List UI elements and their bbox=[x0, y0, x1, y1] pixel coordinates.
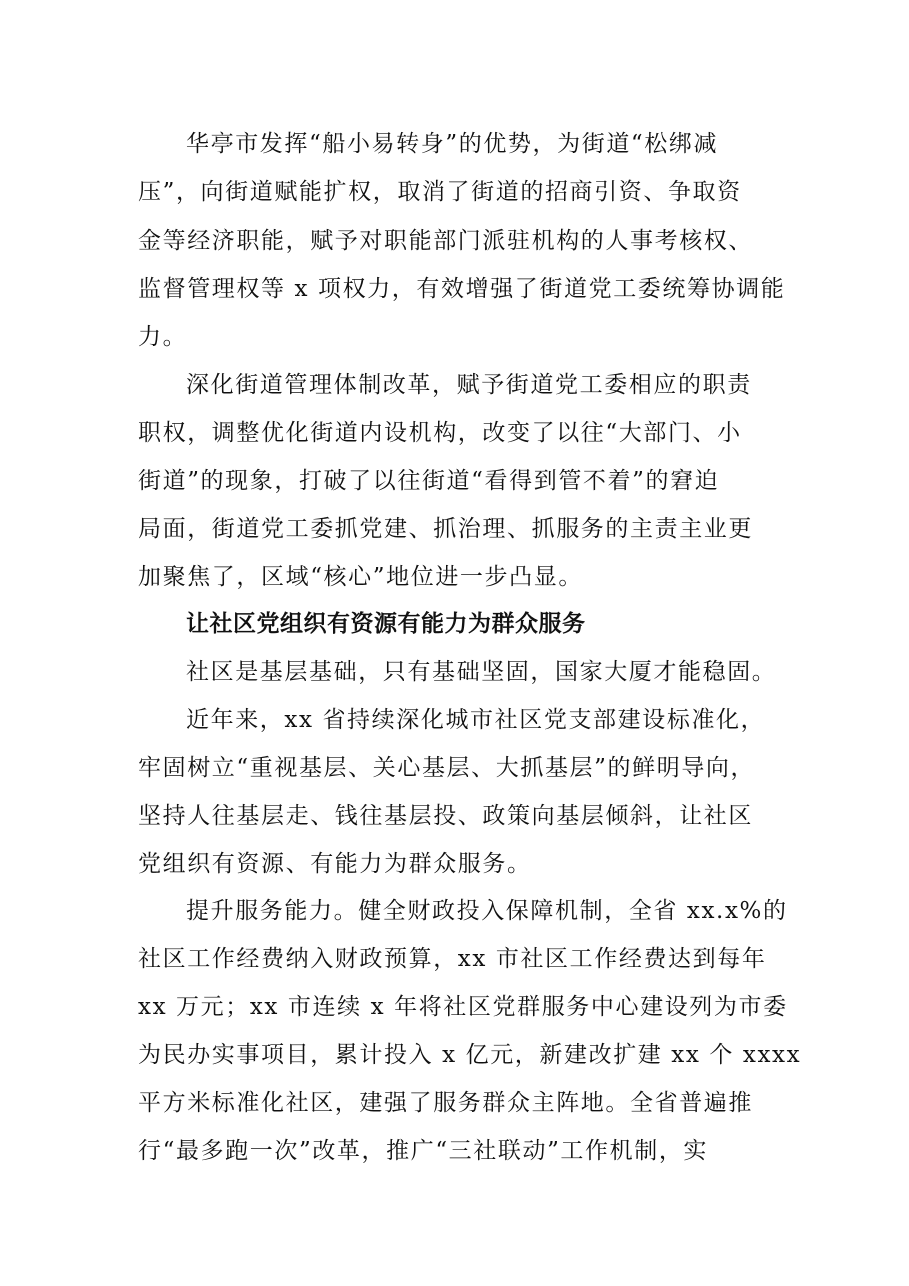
paragraph-5-line-5: 平方米标准化社区，建强了服务群众主阵地。全省普遍推 bbox=[138, 1090, 753, 1116]
paragraph-1-line-4: 监督管理权等 x 项权力，有效增强了街道党工委统筹协调能 bbox=[138, 276, 786, 302]
paragraph-2-line-1: 深化街道管理体制改革，赋予街道党工委相应的职责 bbox=[186, 372, 752, 398]
paragraph-1-line-1: 华亭市发挥“船小易转身”的优势，为街道“松绑减 bbox=[186, 131, 719, 157]
paragraph-2-line-2: 职权，调整优化街道内设机构，改变了以往“大部门、小 bbox=[138, 420, 742, 446]
paragraph-5-line-1: 提升服务能力。健全财政投入保障机制，全省 xx.x%的 bbox=[186, 898, 788, 924]
paragraph-4-line-2: 牢固树立“重视基层、关心基层、大抓基层”的鲜明导向， bbox=[138, 755, 756, 781]
paragraph-4-line-1: 近年来，xx 省持续深化城市社区党支部建设标准化， bbox=[186, 707, 766, 733]
paragraph-2-line-3: 街道”的现象，打破了以往街道“看得到管不着”的窘迫 bbox=[138, 468, 720, 494]
paragraph-5-line-2: 社区工作经费纳入财政预算，xx 市社区工作经费达到每年 bbox=[138, 946, 767, 972]
paragraph-1-line-2: 压”，向街道赋能扩权，取消了街道的招商引资、争取资 bbox=[138, 179, 742, 205]
paragraph-5-line-6: 行“最多跑一次”改革，推广“三社联动”工作机制，实 bbox=[138, 1138, 709, 1164]
section-heading: 让社区党组织有资源有能力为群众服务 bbox=[186, 611, 586, 637]
paragraph-1-line-5: 力。 bbox=[138, 324, 188, 350]
paragraph-2-line-4: 局面，街道党工委抓党建、抓治理、抓服务的主责主业更 bbox=[138, 516, 753, 542]
paragraph-5-line-4: 为民办实事项目，累计投入 x 亿元，新建改扩建 xx 个 xxxx bbox=[138, 1042, 802, 1068]
paragraph-4-line-4: 党组织有资源、有能力为群众服务。 bbox=[138, 851, 532, 877]
paragraph-5-line-3: xx 万元；xx 市连续 x 年将社区党群服务中心建设列为市委 bbox=[138, 994, 788, 1020]
paragraph-2-line-5: 加聚焦了，区域“核心”地位进一步凸显。 bbox=[138, 564, 583, 590]
paragraph-1-line-3: 金等经济职能，赋予对职能部门派驻机构的人事考核权、 bbox=[138, 228, 753, 254]
paragraph-3-line-1: 社区是基层基础，只有基础坚固，国家大厦才能稳固。 bbox=[186, 659, 777, 685]
paragraph-4-line-3: 坚持人往基层走、钱往基层投、政策向基层倾斜，让社区 bbox=[138, 803, 753, 829]
